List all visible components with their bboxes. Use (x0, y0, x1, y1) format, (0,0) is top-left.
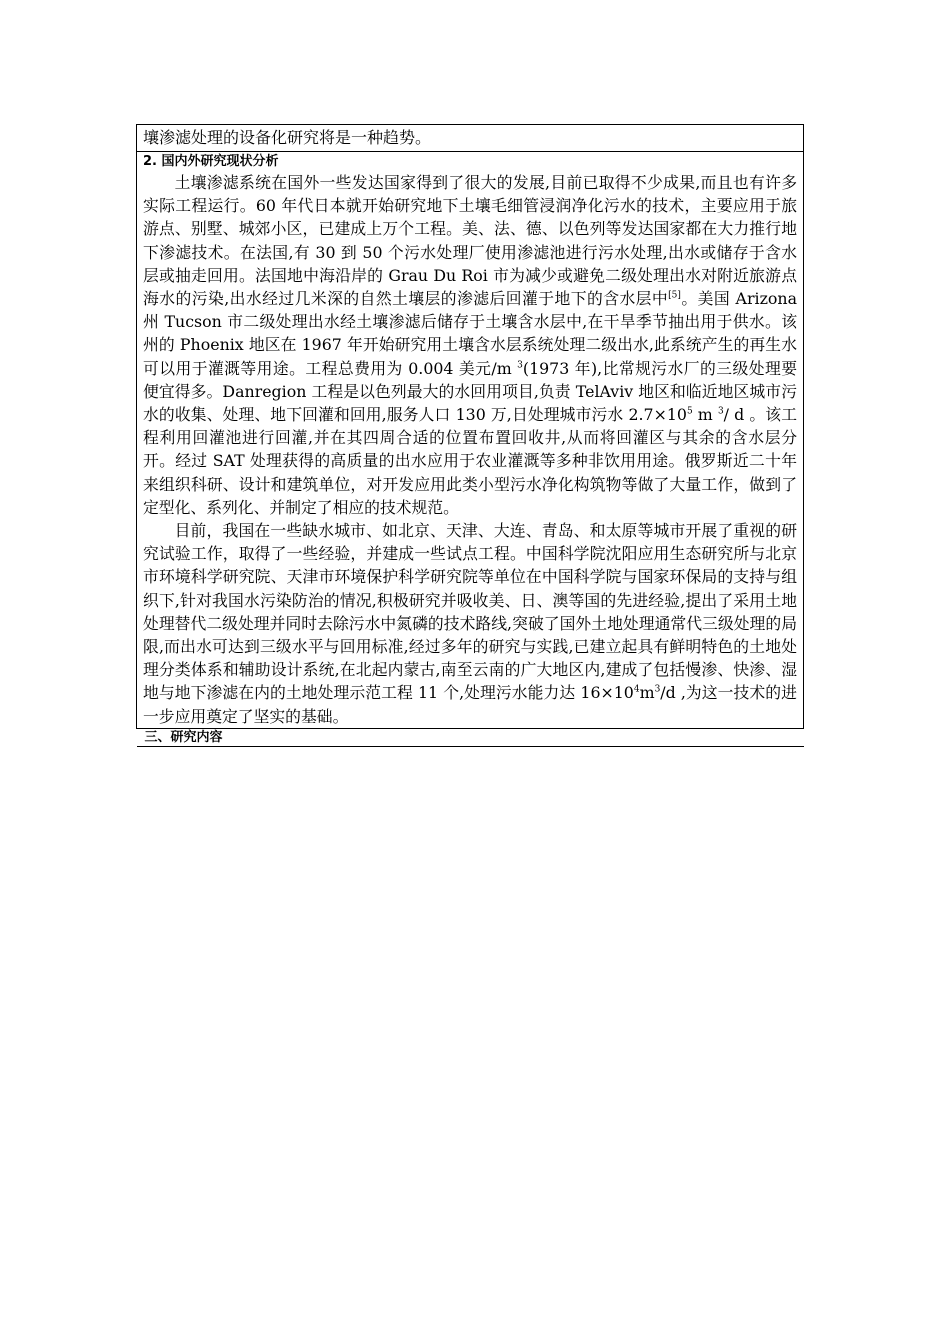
section2-heading: 2. 国内外研究现状分析 (143, 154, 279, 169)
p2-text-a: 目前，我国在一些缺水城市、如北京、天津、大连、青岛、和太原等城市开展了重视的研究试验工作，取得了一些经验，并建成一些试点工程。中国科学院沈阳应用生态研究所与北京市环境科学研究院、天津市环境保护科学研究院等单位在中国科学院与国家环保局的支持与组织下,针对我国水污染防治的情况,积极研究并吸收美、日、澳等国的先进经验,提出了采用土地处理替代二级处理并同时去除污水中氮磷的技术路线,突破了国外土地处理通常代三级处理的局限,而出水可达到三级水平与回用标准,经过多年的研究与实践,已建立起具有鲜明特色的土地处理分类体系和辅助设计系统,在北起内蒙古,南至云南的广大地区内,建成了包括慢渗、快渗、湿地与地下渗滤在内的土地处理示范工程 11 个,处理污水能力达 16×10 (143, 521, 797, 703)
p1-text-e: / d 。该工程利用回灌池进行回灌,并在其四周合适的位置布置回收井,从而将回灌区与其余的含水层分开。经过 SAT 处理获得的高质量的出水应用于农业灌溉等多种非饮用用途。俄罗斯近二十年来组织科研、设计和建筑单位，对开发应用此类小型污水净化构筑物等做了大量工作，做到了定型化、系列化、并制定了相应的技术规范。 (143, 405, 798, 517)
citation-ref: [5] (668, 290, 681, 301)
p1-text-d: m (692, 405, 718, 425)
paragraph-domestic-research (143, 519, 797, 728)
p1-exponent: 5 (686, 406, 693, 417)
p2-exponent: 3 (654, 685, 661, 696)
p1-text-b: 。美国 Arizona 州 Tucson 市二级处理出水经土壤渗滤后储存于土壤含水层中,在干旱季节抽出用于供水。该州的 Phoenix 地区在 1967 年开始研究用土壤含水层系统处理二级出水,此系统产生的再生水可以用于灌溉等用途。工程总费用为 0.004 美元/m (143, 289, 797, 378)
section3-row (137, 728, 804, 746)
p1-text-c: (1973 年),比常规污水厂的三级处理要便宜得多。Danregion 工程是以色列最大的水回用项目,负责 TelAviv 地区和临近地区城市污水的收集、处理、地下回灌和回用,服务人口 130 万,日处理城市污水 2.7×10 (143, 358, 797, 425)
paragraph-foreign-research (143, 171, 797, 519)
continuation-cell: 壤渗滤处理的设备化研究将是一种趋势。 (137, 125, 804, 152)
p2-text-b: m (639, 683, 655, 703)
proposal-table (136, 124, 804, 747)
section2-cell (137, 152, 804, 729)
p1-exponent: 3 (717, 406, 724, 417)
p2-exponent: 4 (633, 685, 640, 696)
section2-row (137, 152, 804, 729)
continuation-row (137, 125, 804, 152)
p1-text-a: 土壤渗滤系统在国外一些发达国家得到了很大的发展,目前已取得不少成果,而且也有许多实际工程运行。60 年代日本就开始研究地下土壤毛细管浸润净化污水的技术，主要应用于旅游点、别墅、城郊小区，已建成上万个工程。美、法、德、以色列等发达国家都在大力推行地下渗滤技术。在法国,有 30 到 50 个污水处理厂使用渗滤池进行污水处理,出水或储存于含水层或抽走回用。法国地中海沿岸的 Grau Du Roi 市为减少或避免二级处理出水对附近旅游点海水的污染,出水经过几米深的自然土壤层的渗滤后回灌于地下的含水层中 (143, 173, 797, 309)
section3-heading: 三、研究内容 (137, 728, 804, 746)
p2-text-c: /d ,为这一技术的进一步应用奠定了坚实的基础。 (143, 683, 797, 726)
p1-exponent: 3 (517, 360, 523, 371)
